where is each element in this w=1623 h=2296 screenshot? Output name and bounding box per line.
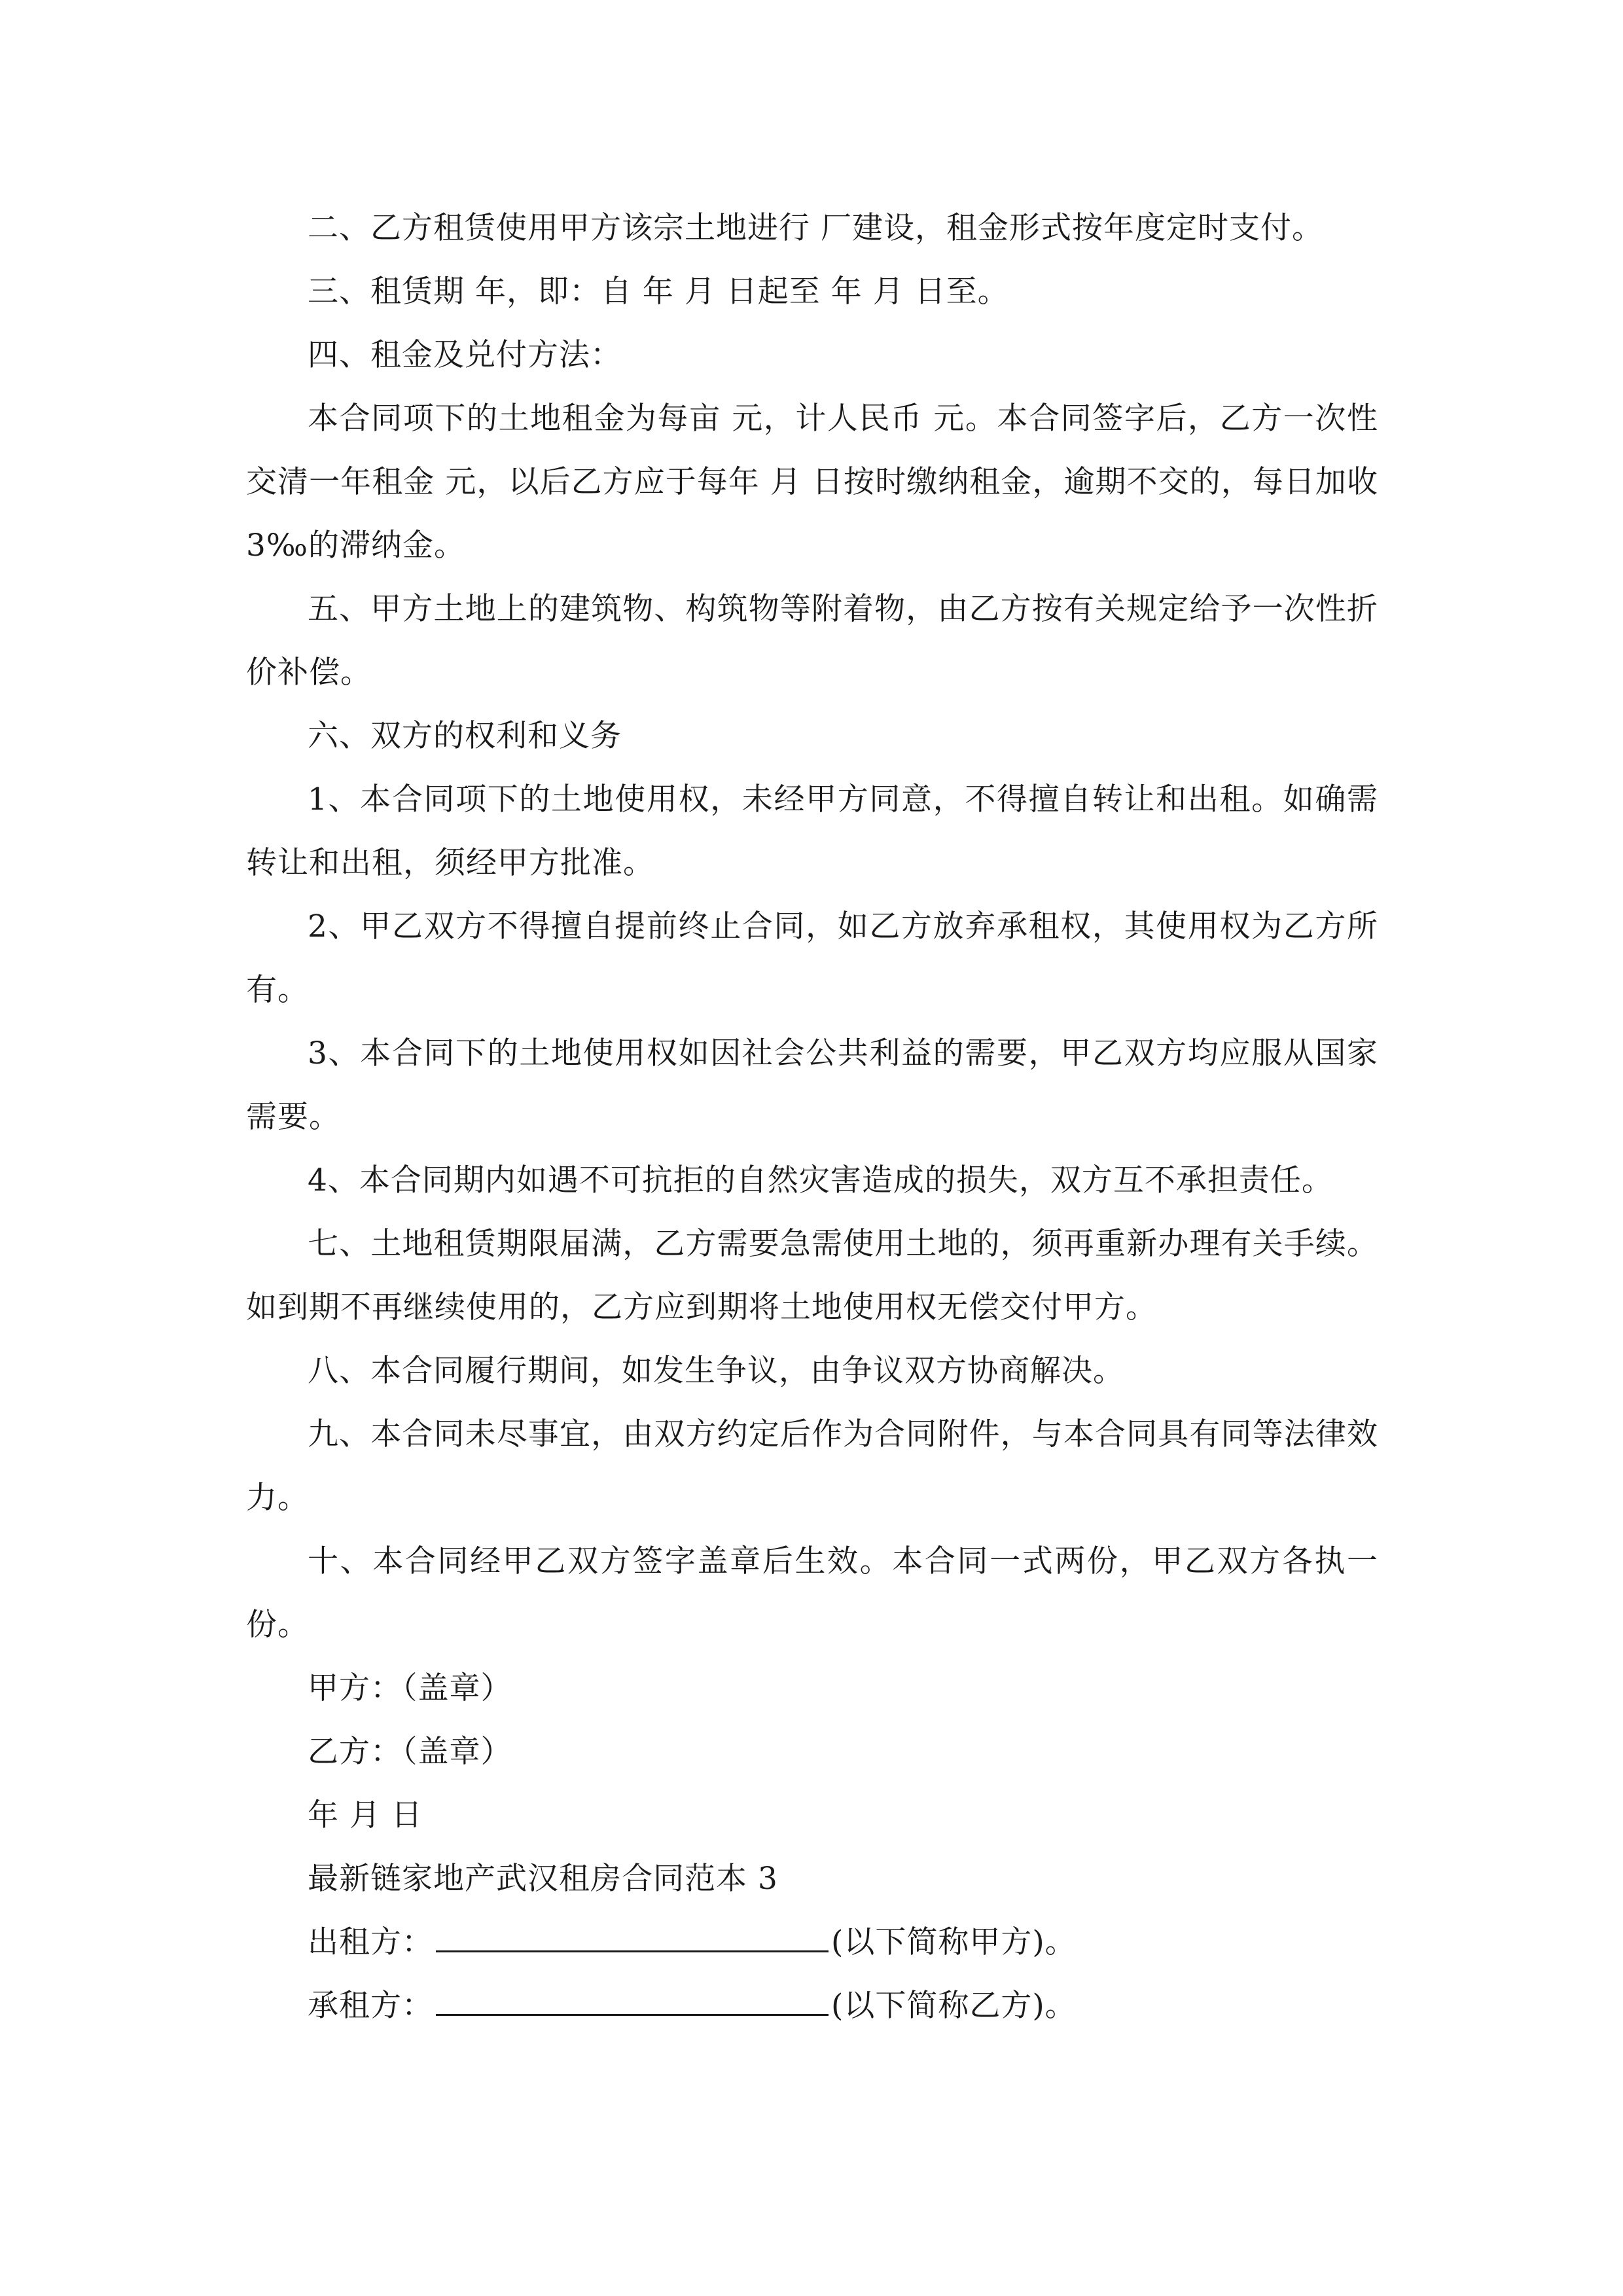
- lessor-row: [246, 1910, 1378, 1974]
- lessee-blank-line: [436, 1980, 829, 2016]
- clause-2: 二、乙方租赁使用甲方该宗土地进行 厂建设，租金形式按年度定时支付。: [308, 210, 1323, 246]
- clause-8: 八、本合同履行期间，如发生争议，由争议双方协商解决。: [308, 1353, 1124, 1389]
- clause-3: 三、租赁期 年，即：自 年 月 日起至 年 月 日至。: [308, 274, 1009, 310]
- section-title: 最新链家地产武汉租房合同范本 3: [308, 1861, 778, 1897]
- lessor-label: 出租方：: [308, 1924, 433, 1960]
- clause-6-item-2: 2、甲乙双方不得擅自提前终止合同，如乙方放弃承租权，其使用权为乙方所有。: [246, 908, 1378, 1008]
- clause-4-body: 本合同项下的土地租金为每亩 元，计人民币 元。本合同签字后，乙方一次性交清一年租金 元，以后乙方应于每年 月 日按时缴纳租金，逾期不交的，每日加收 3‰的滞纳金。: [246, 401, 1389, 564]
- clause-6-item-3: 3、本合同下的土地使用权如因社会公共利益的需要，甲乙双方均应服从国家需要。: [246, 1035, 1378, 1135]
- clause-4-heading: 四、租金及兑付方法：: [308, 337, 622, 373]
- clause-7: 七、土地租赁期限届满，乙方需要急需使用土地的，须再重新办理有关手续。如到期不再继续使用的，乙方应到期将土地使用权无偿交付甲方。: [246, 1226, 1378, 1325]
- clause-5: 五、甲方土地上的建筑物、构筑物等附着物，由乙方按有关规定给予一次性折价补偿。: [246, 591, 1378, 691]
- lessee-label: 承租方：: [308, 1988, 433, 2024]
- lessor-blank-line: [436, 1916, 829, 1952]
- lessee-suffix: (以下简称乙方)。: [831, 1988, 1077, 2024]
- date-line: 年 月 日: [308, 1797, 423, 1833]
- clause-10: 十、本合同经甲乙双方签字盖章后生效。本合同一式两份，甲乙双方各执一份。: [246, 1543, 1378, 1643]
- lessee-row: [246, 1974, 1378, 2037]
- clause-9: 九、本合同未尽事宜，由双方约定后作为合同附件，与本合同具有同等法律效力。: [246, 1416, 1378, 1516]
- lessor-suffix: (以下简称甲方)。: [831, 1924, 1077, 1960]
- clause-6-heading: 六、双方的权利和义务: [308, 718, 622, 754]
- clause-6-item-4: 4、本合同期内如遇不可抗拒的自然灾害造成的损失，双方互不承担责任。: [308, 1162, 1333, 1198]
- party-a-seal: 甲方：（盖章）: [308, 1670, 512, 1706]
- party-b-seal: 乙方：（盖章）: [308, 1734, 512, 1770]
- document-page: [246, 196, 1389, 2037]
- clause-6-item-1: 1、本合同项下的土地使用权，未经甲方同意，不得擅自转让和出租。如确需转让和出租，须经甲方批准。: [246, 781, 1378, 881]
